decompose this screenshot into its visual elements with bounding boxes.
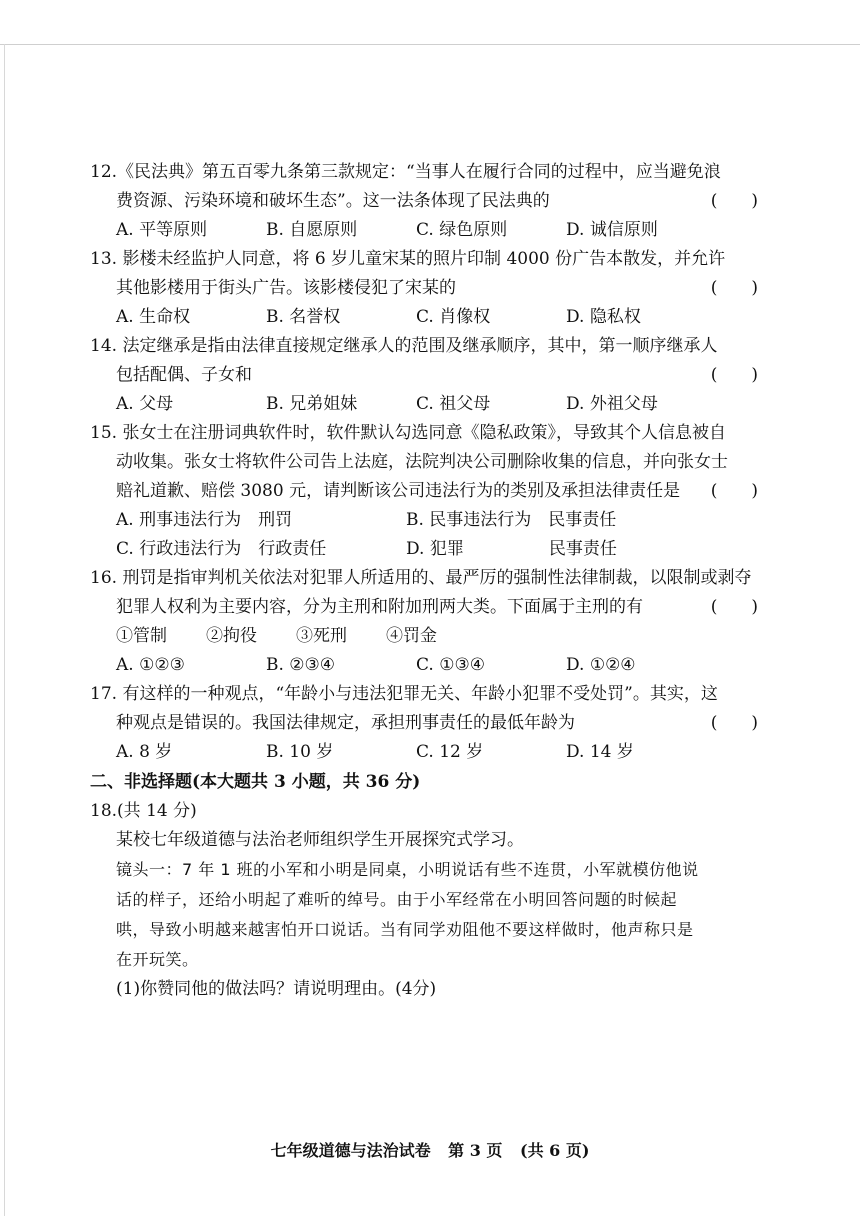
- statement-choices: [90, 622, 766, 651]
- question-line: [90, 274, 766, 303]
- option-b: B. 兄弟姐妹: [266, 394, 358, 414]
- option-c: C. 绿色原则: [416, 220, 508, 240]
- question-line-text: 其他影楼用于街头广告。该影楼侵犯了宋某的: [116, 278, 456, 298]
- question-line-text: 种观点是错误的。我国法律规定，承担刑事责任的最低年龄为: [116, 713, 575, 733]
- choice-1: ①管制: [116, 626, 167, 646]
- choice-3: ③死刑: [296, 626, 347, 646]
- option-b: B. ②③④: [266, 655, 336, 675]
- question-line-text: 犯罪人权利为主要内容，分为主刑和附加刑两大类。下面属于主刑的有: [116, 597, 643, 617]
- question-15: [90, 419, 766, 564]
- option-d: D. 14 岁: [566, 742, 634, 762]
- question-line: 14. 法定继承是指由法律直接规定继承人的范围及继承顺序，其中，第一顺序继承人: [90, 336, 718, 356]
- option-c: C. 12 岁: [416, 742, 484, 762]
- option-c: C. 行政违法行为 行政责任: [116, 539, 327, 559]
- scene-line: 哄，导致小明越来越害怕开口说话。当有同学劝阻他不要这样做时，他声称只是: [116, 920, 694, 939]
- answer-bracket: ( ): [710, 191, 758, 211]
- option-d: D. 犯罪 民事责任: [406, 539, 617, 559]
- footer-page-number: 第 3 页: [448, 1141, 503, 1160]
- option-a: A. 平等原则: [116, 220, 208, 240]
- answer-options: [90, 303, 766, 332]
- option-d: D. ①②④: [566, 655, 636, 675]
- scene-line: 镜头一：7 年 1 班的小军和小明是同桌，小明说话有些不连贯，小军就模仿他说: [116, 860, 699, 879]
- question-line-text: 赔礼道歉、赔偿 3080 元，请判断该公司违法行为的类别及承担法律责任是: [116, 481, 681, 501]
- scene-line: 在开玩笑。: [116, 950, 199, 969]
- question-line-text: 费资源、污染环境和破坏生态”。这一法条体现了民法典的: [116, 191, 550, 211]
- scan-edge-left: [4, 44, 5, 1216]
- answer-options: [90, 535, 766, 564]
- answer-options: [90, 651, 766, 680]
- option-d: D. 诚信原则: [566, 220, 658, 240]
- option-b: B. 10 岁: [266, 742, 334, 762]
- question-line: 15. 张女士在注册词典软件时，软件默认勾选同意《隐私政策》，导致其个人信息被自: [90, 423, 726, 443]
- choice-2: ②拘役: [206, 626, 257, 646]
- option-b: B. 民事违法行为 民事责任: [406, 510, 617, 530]
- footer-title: 七年级道德与法治试卷: [270, 1141, 431, 1160]
- section-heading: 二、非选择题(本大题共 3 小题，共 36 分): [90, 772, 421, 792]
- answer-bracket: ( ): [710, 481, 758, 501]
- page-footer: [0, 1138, 860, 1161]
- question-header: 18.(共 14 分): [90, 801, 197, 821]
- answer-options: [90, 390, 766, 419]
- option-a: A. 刑事违法行为 刑罚: [116, 510, 293, 530]
- question-line-text: 包括配偶、子女和: [116, 365, 252, 385]
- option-d: D. 外祖父母: [566, 394, 658, 414]
- option-a: A. 父母: [116, 394, 174, 414]
- question-16: [90, 564, 766, 680]
- answer-options: [90, 738, 766, 767]
- option-d: D. 隐私权: [566, 307, 641, 327]
- question-line: 动收集。张女士将软件公司告上法庭，法院判决公司删除收集的信息，并向张女士: [116, 452, 728, 472]
- question-line: [90, 593, 766, 622]
- question-line: [90, 477, 766, 506]
- option-a: A. ①②③: [116, 655, 185, 675]
- option-c: C. 祖父母: [416, 394, 491, 414]
- question-12: [90, 158, 766, 245]
- answer-bracket: ( ): [710, 278, 758, 298]
- answer-bracket: ( ): [710, 365, 758, 385]
- answer-options: [90, 506, 766, 535]
- sub-question: (1)你赞同他的做法吗？请说明理由。(4分): [116, 979, 437, 999]
- question-intro: 某校七年级道德与法治老师组织学生开展探究式学习。: [116, 830, 524, 850]
- option-c: C. ①③④: [416, 655, 485, 675]
- question-line: [90, 709, 766, 738]
- question-line: [90, 361, 766, 390]
- option-b: B. 自愿原则: [266, 220, 358, 240]
- option-a: A. 8 岁: [116, 742, 173, 762]
- page-content: [90, 158, 766, 1004]
- scan-edge-top: [0, 44, 860, 45]
- option-c: C. 肖像权: [416, 307, 491, 327]
- question-line: 12.《民法典》第五百零九条第三款规定：“当事人在履行合同的过程中，应当避免浪: [90, 162, 721, 182]
- scene-line: 话的样子，还给小明起了难听的绰号。由于小军经常在小明回答问题的时候起: [116, 890, 678, 909]
- question-line: 13. 影楼未经监护人同意，将 6 岁儿童宋某的照片印制 4000 份广告本散发，并允许: [90, 249, 726, 269]
- option-a: A. 生命权: [116, 307, 191, 327]
- answer-options: [90, 216, 766, 245]
- footer-total-pages: (共 6 页): [520, 1141, 590, 1160]
- answer-bracket: ( ): [710, 713, 758, 733]
- question-13: [90, 245, 766, 332]
- question-17: [90, 680, 766, 767]
- option-b: B. 名誉权: [266, 307, 341, 327]
- choice-4: ④罚金: [386, 626, 437, 646]
- question-14: [90, 332, 766, 419]
- question-18: [90, 797, 766, 1004]
- question-line: 17. 有这样的一种观点，“年龄小与违法犯罪无关、年龄小犯罪不受处罚”。其实，这: [90, 684, 718, 704]
- answer-bracket: ( ): [710, 597, 758, 617]
- question-line: 16. 刑罚是指审判机关依法对犯罪人所适用的、最严厉的强制性法律制裁，以限制或剥夺: [90, 568, 752, 588]
- question-line: [90, 187, 766, 216]
